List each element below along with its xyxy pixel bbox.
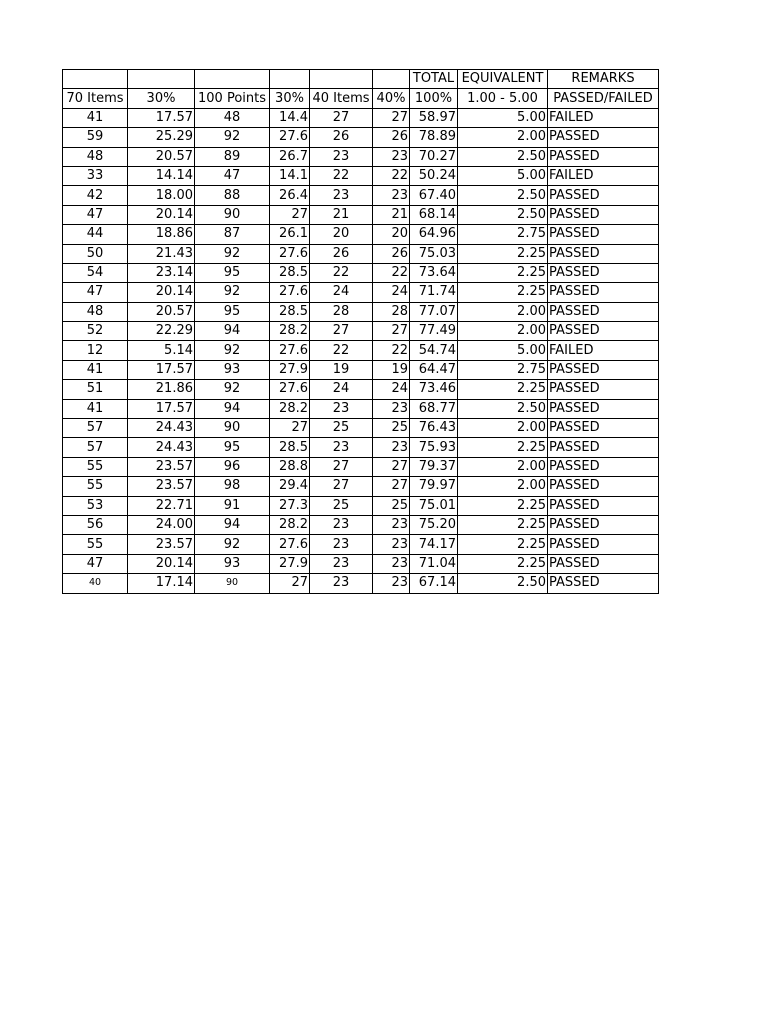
- pct30b-cell[interactable]: 27: [270, 419, 310, 438]
- pct30a-cell[interactable]: 24.43: [128, 419, 195, 438]
- remarks-cell[interactable]: PASSED: [548, 147, 659, 166]
- equivalent-cell[interactable]: 2.50: [458, 147, 548, 166]
- pct30a-cell[interactable]: 18.00: [128, 186, 195, 205]
- remarks-cell[interactable]: PASSED: [548, 477, 659, 496]
- items40-cell[interactable]: 27: [310, 108, 373, 127]
- equivalent-cell[interactable]: 5.00: [458, 341, 548, 360]
- equivalent-cell[interactable]: 2.00: [458, 322, 548, 341]
- points100-cell[interactable]: 95: [195, 302, 270, 321]
- equivalent-cell[interactable]: 2.00: [458, 477, 548, 496]
- table-row: [63, 186, 659, 205]
- pct30a-cell[interactable]: 23.57: [128, 457, 195, 476]
- total-cell[interactable]: 73.64: [410, 263, 458, 282]
- pct30b-cell[interactable]: 28.2: [270, 399, 310, 418]
- total-cell[interactable]: 67.40: [410, 186, 458, 205]
- items40-cell[interactable]: 22: [310, 341, 373, 360]
- items40-cell[interactable]: 19: [310, 360, 373, 379]
- table-row: [63, 535, 659, 554]
- items70-cell[interactable]: 57: [63, 419, 128, 438]
- items70-cell[interactable]: 55: [63, 457, 128, 476]
- pct40-cell[interactable]: 22: [373, 166, 410, 185]
- equivalent-cell[interactable]: 5.00: [458, 108, 548, 127]
- pct40-cell[interactable]: 25: [373, 419, 410, 438]
- items40-cell[interactable]: 23: [310, 186, 373, 205]
- header-cell[interactable]: 30%: [270, 89, 310, 108]
- points100-cell[interactable]: 94: [195, 515, 270, 534]
- items40-cell[interactable]: 23: [310, 147, 373, 166]
- remarks-cell[interactable]: PASSED: [548, 554, 659, 573]
- pct30a-cell[interactable]: 22.29: [128, 322, 195, 341]
- table-row: [63, 263, 659, 282]
- pct30b-cell[interactable]: 26.4: [270, 186, 310, 205]
- pct30a-cell[interactable]: 17.57: [128, 108, 195, 127]
- items70-cell[interactable]: 56: [63, 515, 128, 534]
- items40-cell[interactable]: 26: [310, 128, 373, 147]
- pct40-cell[interactable]: 23: [373, 535, 410, 554]
- table-row: [63, 399, 659, 418]
- table-body: [63, 70, 659, 594]
- equivalent-cell[interactable]: 2.25: [458, 380, 548, 399]
- pct30b-cell[interactable]: 27.6: [270, 535, 310, 554]
- total-cell[interactable]: 74.17: [410, 535, 458, 554]
- remarks-cell[interactable]: PASSED: [548, 399, 659, 418]
- pct40-cell[interactable]: 23: [373, 147, 410, 166]
- pct30b-cell[interactable]: 27.9: [270, 360, 310, 379]
- pct30a-cell[interactable]: 22.71: [128, 496, 195, 515]
- items40-cell[interactable]: 20: [310, 225, 373, 244]
- items70-cell[interactable]: 47: [63, 283, 128, 302]
- pct30a-cell[interactable]: 17.14: [128, 574, 195, 593]
- points100-cell[interactable]: 92: [195, 244, 270, 263]
- remarks-cell[interactable]: PASSED: [548, 380, 659, 399]
- pct30b-cell[interactable]: 27: [270, 205, 310, 224]
- pct30b-cell[interactable]: 29.4: [270, 477, 310, 496]
- items40-cell[interactable]: 27: [310, 477, 373, 496]
- equivalent-cell[interactable]: 2.25: [458, 283, 548, 302]
- items70-cell[interactable]: 47: [63, 554, 128, 573]
- total-cell[interactable]: 71.04: [410, 554, 458, 573]
- equivalent-cell[interactable]: 2.25: [458, 244, 548, 263]
- pct30b-cell[interactable]: 14.4: [270, 108, 310, 127]
- header-cell[interactable]: 30%: [128, 89, 195, 108]
- items40-cell[interactable]: 22: [310, 263, 373, 282]
- items40-cell[interactable]: 23: [310, 554, 373, 573]
- grades-table: [62, 69, 659, 594]
- total-cell[interactable]: 77.07: [410, 302, 458, 321]
- pct30a-cell[interactable]: 21.86: [128, 380, 195, 399]
- items70-cell[interactable]: 48: [63, 302, 128, 321]
- items70-cell[interactable]: 57: [63, 438, 128, 457]
- points100-cell[interactable]: 92: [195, 535, 270, 554]
- items70-cell[interactable]: 55: [63, 477, 128, 496]
- table-row: [63, 419, 659, 438]
- pct30a-cell[interactable]: 5.14: [128, 341, 195, 360]
- items40-cell[interactable]: 28: [310, 302, 373, 321]
- remarks-cell[interactable]: PASSED: [548, 535, 659, 554]
- pct30a-cell[interactable]: 23.57: [128, 477, 195, 496]
- pct30a-cell[interactable]: 21.43: [128, 244, 195, 263]
- pct30b-cell[interactable]: 28.2: [270, 322, 310, 341]
- pct30b-cell[interactable]: 27: [270, 574, 310, 593]
- remarks-cell[interactable]: PASSED: [548, 322, 659, 341]
- items70-cell[interactable]: 51: [63, 380, 128, 399]
- equivalent-cell[interactable]: 2.50: [458, 205, 548, 224]
- points100-cell[interactable]: 95: [195, 438, 270, 457]
- remarks-cell[interactable]: PASSED: [548, 302, 659, 321]
- header-cell[interactable]: 100%: [410, 89, 458, 108]
- header-cell[interactable]: 40 Items: [310, 89, 373, 108]
- pct30a-cell[interactable]: 23.14: [128, 263, 195, 282]
- total-cell[interactable]: 68.77: [410, 399, 458, 418]
- points100-cell[interactable]: 95: [195, 263, 270, 282]
- table-row: [63, 244, 659, 263]
- pct40-cell[interactable]: 21: [373, 205, 410, 224]
- header-cell[interactable]: 70 Items: [63, 89, 128, 108]
- items70-cell[interactable]: 52: [63, 322, 128, 341]
- table-row: [63, 515, 659, 534]
- header-cell[interactable]: [128, 70, 195, 89]
- points100-cell[interactable]: 90: [195, 574, 270, 593]
- pct30b-cell[interactable]: 26.7: [270, 147, 310, 166]
- pct30b-cell[interactable]: 28.5: [270, 263, 310, 282]
- table-row: [63, 166, 659, 185]
- items70-cell[interactable]: 59: [63, 128, 128, 147]
- total-cell[interactable]: 71.74: [410, 283, 458, 302]
- pct40-cell[interactable]: 26: [373, 244, 410, 263]
- items40-cell[interactable]: 26: [310, 244, 373, 263]
- pct30a-cell[interactable]: 23.57: [128, 535, 195, 554]
- total-cell[interactable]: 73.46: [410, 380, 458, 399]
- items70-cell[interactable]: 53: [63, 496, 128, 515]
- equivalent-cell[interactable]: 2.25: [458, 496, 548, 515]
- table-row: [63, 457, 659, 476]
- pct40-cell[interactable]: 23: [373, 574, 410, 593]
- total-cell[interactable]: 50.24: [410, 166, 458, 185]
- table-row: [63, 496, 659, 515]
- total-cell[interactable]: 75.01: [410, 496, 458, 515]
- table-row: [63, 380, 659, 399]
- pct40-cell[interactable]: 23: [373, 186, 410, 205]
- pct30a-cell[interactable]: 17.57: [128, 360, 195, 379]
- items40-cell[interactable]: 27: [310, 322, 373, 341]
- pct30b-cell[interactable]: 27.6: [270, 341, 310, 360]
- header-cell[interactable]: 100 Points: [195, 89, 270, 108]
- remarks-cell[interactable]: PASSED: [548, 128, 659, 147]
- remarks-cell[interactable]: PASSED: [548, 205, 659, 224]
- points100-cell[interactable]: 98: [195, 477, 270, 496]
- header-cell[interactable]: 1.00 - 5.00: [458, 89, 548, 108]
- items40-cell[interactable]: 23: [310, 438, 373, 457]
- items70-cell[interactable]: 41: [63, 399, 128, 418]
- items70-cell[interactable]: 44: [63, 225, 128, 244]
- points100-cell[interactable]: 92: [195, 380, 270, 399]
- items40-cell[interactable]: 22: [310, 166, 373, 185]
- remarks-cell[interactable]: FAILED: [548, 108, 659, 127]
- total-cell[interactable]: 75.93: [410, 438, 458, 457]
- points100-cell[interactable]: 91: [195, 496, 270, 515]
- total-cell[interactable]: 79.37: [410, 457, 458, 476]
- pct30a-cell[interactable]: 24.00: [128, 515, 195, 534]
- total-cell[interactable]: 64.96: [410, 225, 458, 244]
- total-cell[interactable]: 70.27: [410, 147, 458, 166]
- items40-cell[interactable]: 21: [310, 205, 373, 224]
- total-cell[interactable]: 64.47: [410, 360, 458, 379]
- header-cell[interactable]: 40%: [373, 89, 410, 108]
- header-cell[interactable]: PASSED/FAILED: [548, 89, 659, 108]
- table-row: [63, 477, 659, 496]
- pct40-cell[interactable]: 26: [373, 128, 410, 147]
- items70-cell[interactable]: 41: [63, 360, 128, 379]
- points100-cell[interactable]: 93: [195, 360, 270, 379]
- points100-cell[interactable]: 90: [195, 205, 270, 224]
- remarks-cell[interactable]: PASSED: [548, 515, 659, 534]
- remarks-cell[interactable]: PASSED: [548, 419, 659, 438]
- points100-cell[interactable]: 96: [195, 457, 270, 476]
- remarks-cell[interactable]: PASSED: [548, 360, 659, 379]
- items40-cell[interactable]: 24: [310, 380, 373, 399]
- equivalent-cell[interactable]: 2.25: [458, 515, 548, 534]
- points100-cell[interactable]: 92: [195, 128, 270, 147]
- header-cell[interactable]: [63, 70, 128, 89]
- pct30b-cell[interactable]: 28.8: [270, 457, 310, 476]
- table-row: [63, 205, 659, 224]
- points100-cell[interactable]: 48: [195, 108, 270, 127]
- points100-cell[interactable]: 90: [195, 419, 270, 438]
- pct30b-cell[interactable]: 27.6: [270, 244, 310, 263]
- pct30b-cell[interactable]: 27.6: [270, 128, 310, 147]
- pct30a-cell[interactable]: 20.14: [128, 554, 195, 573]
- pct30b-cell[interactable]: 27.3: [270, 496, 310, 515]
- remarks-cell[interactable]: PASSED: [548, 263, 659, 282]
- table-row: [63, 554, 659, 573]
- items70-cell[interactable]: 48: [63, 147, 128, 166]
- equivalent-cell[interactable]: 2.00: [458, 419, 548, 438]
- table-row: [63, 147, 659, 166]
- items70-cell[interactable]: 40: [63, 574, 128, 593]
- remarks-cell[interactable]: FAILED: [548, 166, 659, 185]
- header-cell[interactable]: [270, 70, 310, 89]
- table-row: [63, 438, 659, 457]
- remarks-cell[interactable]: FAILED: [548, 341, 659, 360]
- items40-cell[interactable]: 25: [310, 496, 373, 515]
- items70-cell[interactable]: 33: [63, 166, 128, 185]
- pct40-cell[interactable]: 23: [373, 399, 410, 418]
- total-cell[interactable]: 78.89: [410, 128, 458, 147]
- items40-cell[interactable]: 25: [310, 419, 373, 438]
- remarks-cell[interactable]: PASSED: [548, 186, 659, 205]
- pct40-cell[interactable]: 23: [373, 554, 410, 573]
- table-row: [63, 341, 659, 360]
- pct40-cell[interactable]: 20: [373, 225, 410, 244]
- points100-cell[interactable]: 87: [195, 225, 270, 244]
- points100-cell[interactable]: 47: [195, 166, 270, 185]
- remarks-cell[interactable]: PASSED: [548, 496, 659, 515]
- equivalent-cell[interactable]: 2.25: [458, 554, 548, 573]
- points100-cell[interactable]: 93: [195, 554, 270, 573]
- total-cell[interactable]: 75.20: [410, 515, 458, 534]
- pct40-cell[interactable]: 19: [373, 360, 410, 379]
- equivalent-cell[interactable]: 2.25: [458, 263, 548, 282]
- pct30b-cell[interactable]: 26.1: [270, 225, 310, 244]
- pct40-cell[interactable]: 27: [373, 322, 410, 341]
- total-cell[interactable]: 58.97: [410, 108, 458, 127]
- equivalent-cell[interactable]: 2.00: [458, 128, 548, 147]
- remarks-cell[interactable]: PASSED: [548, 244, 659, 263]
- pct40-cell[interactable]: 25: [373, 496, 410, 515]
- pct30b-cell[interactable]: 14.1: [270, 166, 310, 185]
- equivalent-cell[interactable]: 2.50: [458, 186, 548, 205]
- equivalent-cell[interactable]: 2.75: [458, 360, 548, 379]
- pct30a-cell[interactable]: 17.57: [128, 399, 195, 418]
- items40-cell[interactable]: 23: [310, 535, 373, 554]
- table-row: [63, 360, 659, 379]
- pct40-cell[interactable]: 23: [373, 515, 410, 534]
- table-row: [63, 574, 659, 593]
- items70-cell[interactable]: 42: [63, 186, 128, 205]
- total-cell[interactable]: 75.03: [410, 244, 458, 263]
- points100-cell[interactable]: 88: [195, 186, 270, 205]
- pct30a-cell[interactable]: 20.14: [128, 283, 195, 302]
- header-cell[interactable]: [310, 70, 373, 89]
- pct30a-cell[interactable]: 24.43: [128, 438, 195, 457]
- remarks-cell[interactable]: PASSED: [548, 283, 659, 302]
- pct40-cell[interactable]: 23: [373, 438, 410, 457]
- items40-cell[interactable]: 24: [310, 283, 373, 302]
- pct30b-cell[interactable]: 27.9: [270, 554, 310, 573]
- items40-cell[interactable]: 27: [310, 457, 373, 476]
- items70-cell[interactable]: 41: [63, 108, 128, 127]
- items70-cell[interactable]: 55: [63, 535, 128, 554]
- pct30b-cell[interactable]: 27.6: [270, 283, 310, 302]
- pct40-cell[interactable]: 24: [373, 380, 410, 399]
- equivalent-cell[interactable]: 2.25: [458, 438, 548, 457]
- pct30b-cell[interactable]: 28.2: [270, 515, 310, 534]
- total-cell[interactable]: 67.14: [410, 574, 458, 593]
- pct30b-cell[interactable]: 28.5: [270, 438, 310, 457]
- points100-cell[interactable]: 94: [195, 399, 270, 418]
- pct30b-cell[interactable]: 28.5: [270, 302, 310, 321]
- equivalent-cell[interactable]: 2.50: [458, 399, 548, 418]
- items70-cell[interactable]: 47: [63, 205, 128, 224]
- table-row: [63, 225, 659, 244]
- points100-cell[interactable]: 94: [195, 322, 270, 341]
- header-cell[interactable]: [373, 70, 410, 89]
- equivalent-cell[interactable]: 5.00: [458, 166, 548, 185]
- points100-cell[interactable]: 89: [195, 147, 270, 166]
- equivalent-cell[interactable]: 2.00: [458, 302, 548, 321]
- total-cell[interactable]: 68.14: [410, 205, 458, 224]
- items70-cell[interactable]: 12: [63, 341, 128, 360]
- items70-cell[interactable]: 50: [63, 244, 128, 263]
- header-total[interactable]: TOTAL: [410, 70, 458, 89]
- items40-cell[interactable]: 23: [310, 515, 373, 534]
- pct40-cell[interactable]: 27: [373, 457, 410, 476]
- pct30a-cell[interactable]: 14.14: [128, 166, 195, 185]
- total-cell[interactable]: 54.74: [410, 341, 458, 360]
- table-row: [63, 108, 659, 127]
- pct30a-cell[interactable]: 18.86: [128, 225, 195, 244]
- pct30a-cell[interactable]: 20.14: [128, 205, 195, 224]
- pct40-cell[interactable]: 24: [373, 283, 410, 302]
- pct40-cell[interactable]: 22: [373, 341, 410, 360]
- header-equivalent[interactable]: EQUIVALENT: [458, 70, 548, 89]
- header-row-2: [63, 89, 659, 108]
- total-cell[interactable]: 79.97: [410, 477, 458, 496]
- pct40-cell[interactable]: 28: [373, 302, 410, 321]
- equivalent-cell[interactable]: 2.50: [458, 574, 548, 593]
- items40-cell[interactable]: 23: [310, 574, 373, 593]
- header-row-1: [63, 70, 659, 89]
- table-row: [63, 322, 659, 341]
- remarks-cell[interactable]: PASSED: [548, 574, 659, 593]
- equivalent-cell[interactable]: 2.00: [458, 457, 548, 476]
- items40-cell[interactable]: 23: [310, 399, 373, 418]
- pct40-cell[interactable]: 22: [373, 263, 410, 282]
- equivalent-cell[interactable]: 2.75: [458, 225, 548, 244]
- pct40-cell[interactable]: 27: [373, 108, 410, 127]
- pct30a-cell[interactable]: 25.29: [128, 128, 195, 147]
- total-cell[interactable]: 77.49: [410, 322, 458, 341]
- table-row: [63, 283, 659, 302]
- header-cell[interactable]: [195, 70, 270, 89]
- pct30a-cell[interactable]: 20.57: [128, 302, 195, 321]
- table-row: [63, 302, 659, 321]
- pct40-cell[interactable]: 27: [373, 477, 410, 496]
- pct30a-cell[interactable]: 20.57: [128, 147, 195, 166]
- equivalent-cell[interactable]: 2.25: [458, 535, 548, 554]
- points100-cell[interactable]: 92: [195, 283, 270, 302]
- pct30b-cell[interactable]: 27.6: [270, 380, 310, 399]
- total-cell[interactable]: 76.43: [410, 419, 458, 438]
- remarks-cell[interactable]: PASSED: [548, 457, 659, 476]
- items70-cell[interactable]: 54: [63, 263, 128, 282]
- points100-cell[interactable]: 92: [195, 341, 270, 360]
- header-remarks[interactable]: REMARKS: [548, 70, 659, 89]
- remarks-cell[interactable]: PASSED: [548, 438, 659, 457]
- remarks-cell[interactable]: PASSED: [548, 225, 659, 244]
- table-row: [63, 128, 659, 147]
